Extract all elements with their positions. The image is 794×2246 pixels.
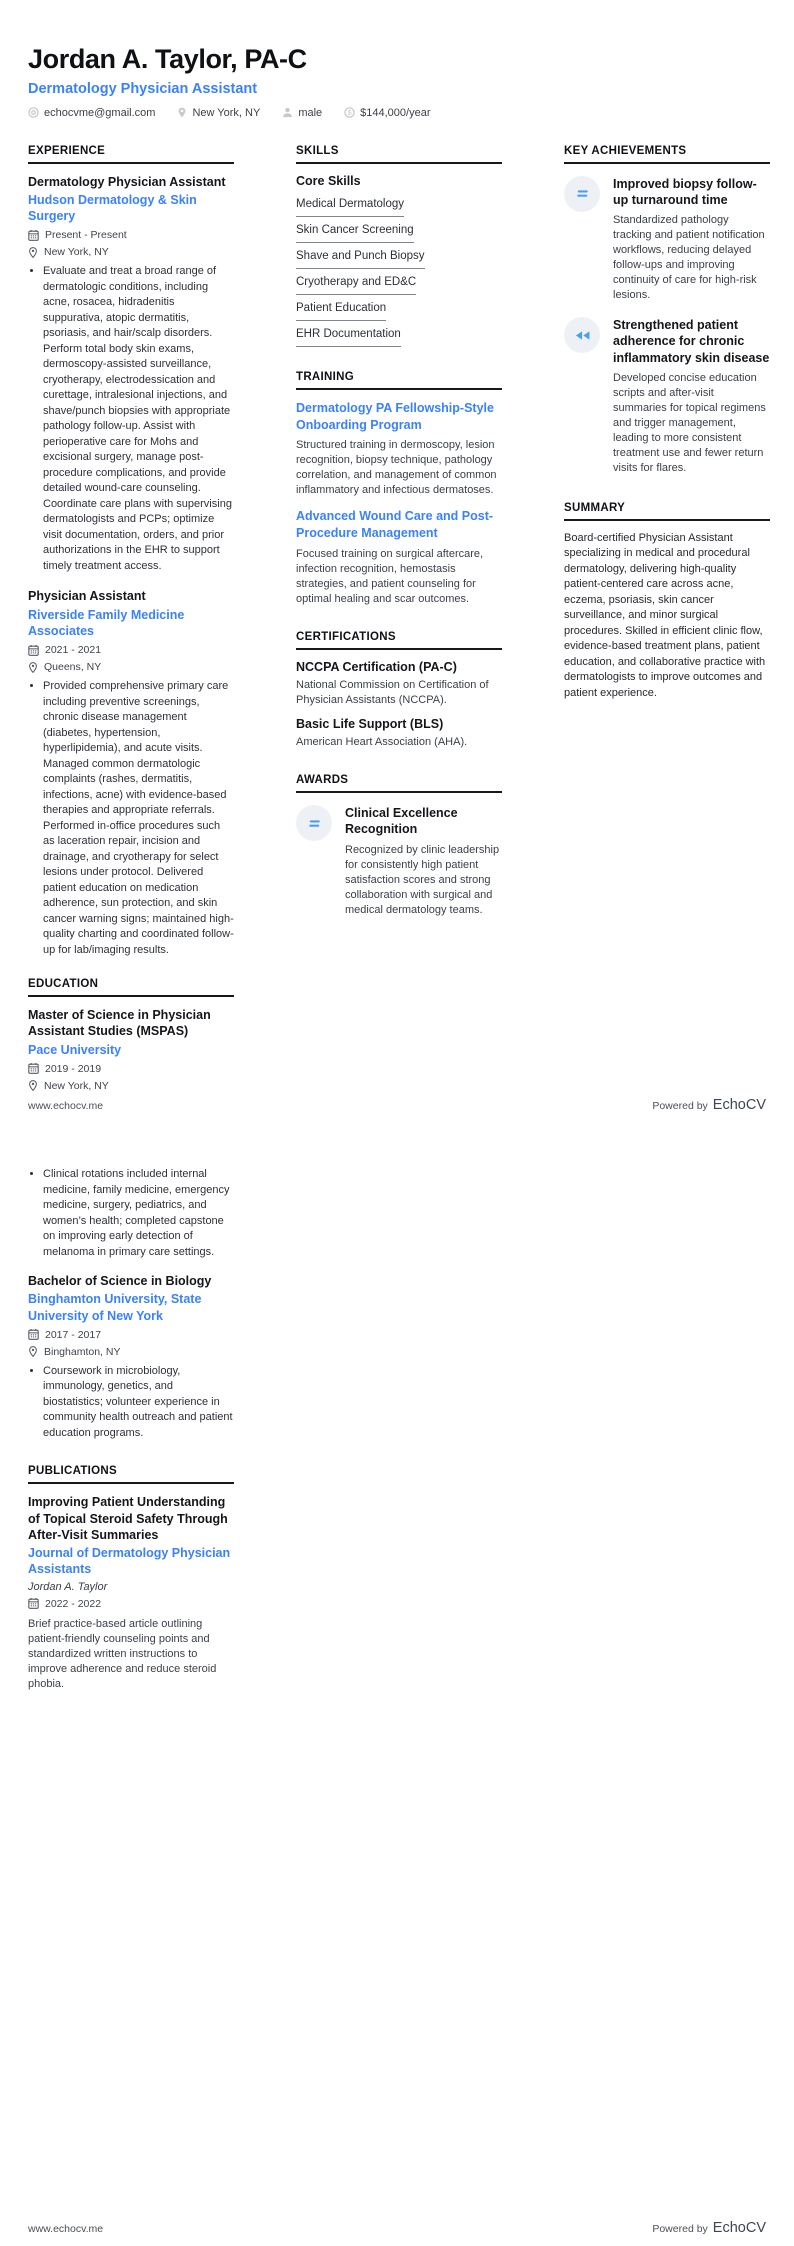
school-link[interactable]: Pace University [28,1042,122,1057]
training-name: Dermatology PA Fellowship-Style Onboarding Program [296,400,494,432]
location-pin-icon [28,247,38,258]
footer-url: www.echocv.me [28,2223,104,2235]
page-footer [28,1097,766,1113]
lines-icon [296,805,332,841]
skill-item: Medical Dermatology [296,191,502,217]
certification-description: American Heart Association (AHA). [296,736,468,749]
summary-section [564,502,770,702]
degree-location-text: New York, NY [44,1079,109,1092]
education-section-continued [28,1167,234,1441]
job-title: Dermatology Physician Assistant [28,174,226,189]
contact-row [28,107,766,119]
experience-entry [28,174,234,575]
contact-email-text: echocvme@gmail.com [44,106,156,119]
award-description: Recognized by clinic leadership for consistently high patient satisfaction scores and strong collaboration with surgical and medical dermatology teams. [345,843,500,916]
echocv-logo: EchoCV [712,1097,766,1113]
degree-dates [28,1329,234,1341]
company-link[interactable]: Riverside Family Medicine Associates [28,607,185,638]
footer-brand-group [652,1097,766,1113]
person-icon [282,107,293,118]
training-description: Structured training in dermoscopy, lesion recognition, biopsy technique, pathology correlation, and management of common inflammatory and infectious dermatoses. [296,439,497,497]
summary-text: Board-certified Physician Assistant specializing in medical and procedural dermatology, delivering high-quality patient-centered care across acne, eczema, psoriasis, skin cancer surveillance, and minor surgical procedures. Skilled in efficient clinic flow, evidence-based treatment plans, patient education, and collaborative practice with dermatologists to improve outcomes and patient experience. [564,531,766,699]
job-location [28,661,234,673]
calendar-icon [28,1598,39,1609]
job-bullet: • Evaluate and treat a broad range of dermatologic conditions, including acne, rosacea, hidradenitis suppurativa, atopic dermatitis, psoriasis, and hair/scalp disorders. Perform total body skin exams, dermoscopy-assisted surveillance, cryotherapy, electrodessication and curettage, intralesional injections, and shave/punch biopsies with appropriate pathology follow-up. Assist with perioperative care for Mohs and excisional surgery, manage post-procedure complications, and provide detailed wound-care counseling. Coordinate care plans with supervising dermatologists and PCPs; optimize visit documentation, orders, and prior authorizations in the EHR to support timely treatment access. [43,264,234,574]
degree-title: Master of Science in Physician Assistant Studies (MSPAS) [28,1008,211,1039]
contact-location [177,107,260,119]
education-entry [28,1273,234,1441]
skill-item: Patient Education [296,295,502,321]
page-title: Jordan A. Taylor, PA-C [28,44,307,74]
skills-section [296,145,502,347]
skill-group-title: Core Skills [296,173,361,188]
experience-entry [28,588,234,958]
location-pin-icon [28,1346,38,1357]
education-section-title: EDUCATION [28,978,234,997]
job-bullets [28,264,234,574]
publication-dates [28,1598,234,1610]
training-section-title: TRAINING [296,371,502,390]
job-headline: Dermatology Physician Assistant [28,80,258,97]
training-name: Advanced Wound Care and Post-Procedure Management [296,509,494,541]
resume-header [28,45,766,119]
job-dates [28,229,234,241]
education-section [28,978,234,1092]
award-title: Clinical Excellence Recognition [345,806,458,837]
certifications-section-title: CERTIFICATIONS [296,631,502,650]
calendar-icon [28,1329,39,1340]
skill-item: Skin Cancer Screening [296,217,502,243]
contact-location-text: New York, NY [192,106,261,119]
publication-dates-text: 2022 - 2022 [45,1597,102,1610]
degree-location [28,1346,234,1358]
experience-section-title: EXPERIENCE [28,145,234,164]
achievement-item [564,176,770,304]
achievement-title: Improved biopsy follow-up turnaround time [613,176,757,207]
contact-gender [282,107,322,119]
publications-section [28,1465,234,1691]
company-link[interactable]: Hudson Dermatology & Skin Surgery [28,192,197,224]
skill-item: EHR Documentation [296,321,502,347]
degree-dates-text: 2017 - 2017 [45,1328,102,1341]
middle-column [296,145,502,938]
experience-section [28,145,234,959]
footer-url: www.echocv.me [28,1100,104,1112]
awards-section [296,774,502,918]
training-description: Focused training on surgical aftercare, infection recognition, hemostasis strategies, and patient counseling for optimal healing and scar outcomes. [296,548,484,606]
location-pin-icon [28,1080,38,1091]
page-footer [28,2220,766,2236]
awards-section-title: AWARDS [296,774,502,793]
degree-bullet: • Clinical rotations included internal medicine, family medicine, emergency medicine, surgery, pediatrics, and women’s health; completed capstone on improving early detection of melanoma in primary care settings. [43,1167,234,1260]
job-dates [28,644,234,656]
right-column [564,145,770,722]
job-location-text: Queens, NY [44,661,102,674]
degree-dates [28,1063,234,1075]
contact-salary-text: $144,000/year [360,106,431,119]
degree-location [28,1080,234,1092]
key-achievements-section-title: KEY ACHIEVEMENTS [564,145,770,164]
training-section [296,371,502,608]
resume-page-2 [0,1123,794,2246]
journal-link[interactable]: Journal of Dermatology Physician Assistants [28,1546,231,1577]
publication-description: Brief practice-based article outlining patient-friendly counseling points and standardized written instructions to improve adherence and reduce steroid phobia. [28,1617,217,1690]
job-location [28,246,234,258]
job-dates-text: Present - Present [45,229,127,242]
certification-name: Basic Life Support (BLS) [296,717,444,732]
left-column [28,1167,234,1712]
job-location-text: New York, NY [44,246,109,259]
achievement-description: Standardized pathology tracking and patient notification workflows, reducing delayed follow-ups and improving continuity of care for high-risk lesions. [613,214,765,302]
degree-bullet: • Coursework in microbiology, immunology, genetics, and biostatistics; volunteer experience in community health outreach and patient education programs. [43,1364,234,1442]
publication-author: Jordan A. Taylor [28,1580,108,1593]
education-entry [28,1007,234,1092]
achievement-title: Strengthened patient adherence for chronic inflammatory skin disease [613,318,770,365]
publication-entry [28,1494,234,1691]
certifications-section [296,631,502,750]
left-column [28,145,234,1112]
job-bullets [28,679,234,958]
location-pin-icon [28,662,38,673]
rewind-icon [564,317,600,353]
award-item [296,805,502,918]
calendar-icon [28,230,39,241]
svg-text:$: $ [347,110,352,118]
degree-location-text: Binghamton, NY [44,1345,121,1358]
job-bullet: • Provided comprehensive primary care including preventive screenings, chronic disease management (diabetes, hypertension, hyperlipidemia), and acute visits. Managed common dermatologic complaints (rashes, dermatitis, infections, acne) with evidence-based therapies and appropriate referrals. Performed in-office procedures such as laceration repair, incision and drainage, and cryotherapy for select lesions under protocol. Delivered patient education on medication adherence, sun protection, and skin cancer warning signs; maintained high-quality charting and coordinated follow-up for lab/imaging results. [43,679,234,958]
contact-salary [344,107,430,119]
calendar-icon [28,645,39,656]
degree-dates-text: 2019 - 2019 [45,1062,102,1075]
location-pin-icon [177,107,187,118]
publication-title: Improving Patient Understanding of Topical Steroid Safety Through After-Visit Summaries [28,1495,228,1542]
email-icon [28,107,39,118]
achievement-item [564,317,770,476]
certification-name: NCCPA Certification (PA-C) [296,660,457,675]
salary-icon [344,107,355,118]
powered-by-label: Powered by [652,2223,708,2235]
achievement-description: Developed concise education scripts and after-visit summaries for topical regimens and trigger management, leading to more consistent treatment use and fewer return visits for flares. [613,371,766,474]
contact-email [28,107,155,119]
summary-section-title: SUMMARY [564,502,770,521]
job-title: Physician Assistant [28,589,146,604]
certification-description: National Commission on Certification of Physician Assistants (NCCPA). [296,679,489,707]
lines-icon [564,176,600,212]
job-dates-text: 2021 - 2021 [45,644,102,657]
calendar-icon [28,1063,39,1074]
contact-gender-text: male [298,106,323,119]
degree-bullets [28,1364,234,1442]
degree-title: Bachelor of Science in Biology [28,1274,212,1288]
footer-brand-group [652,2220,766,2236]
powered-by-label: Powered by [652,1100,708,1112]
publications-section-title: PUBLICATIONS [28,1465,234,1484]
skills-section-title: SKILLS [296,145,502,164]
school-link[interactable]: Binghamton University, State University of New York [28,1292,202,1323]
skill-item: Shave and Punch Biopsy [296,243,502,269]
key-achievements-section [564,145,770,476]
degree-bullets [28,1167,234,1260]
echocv-logo: EchoCV [712,2220,766,2236]
skill-item: Cryotherapy and ED&C [296,269,502,295]
